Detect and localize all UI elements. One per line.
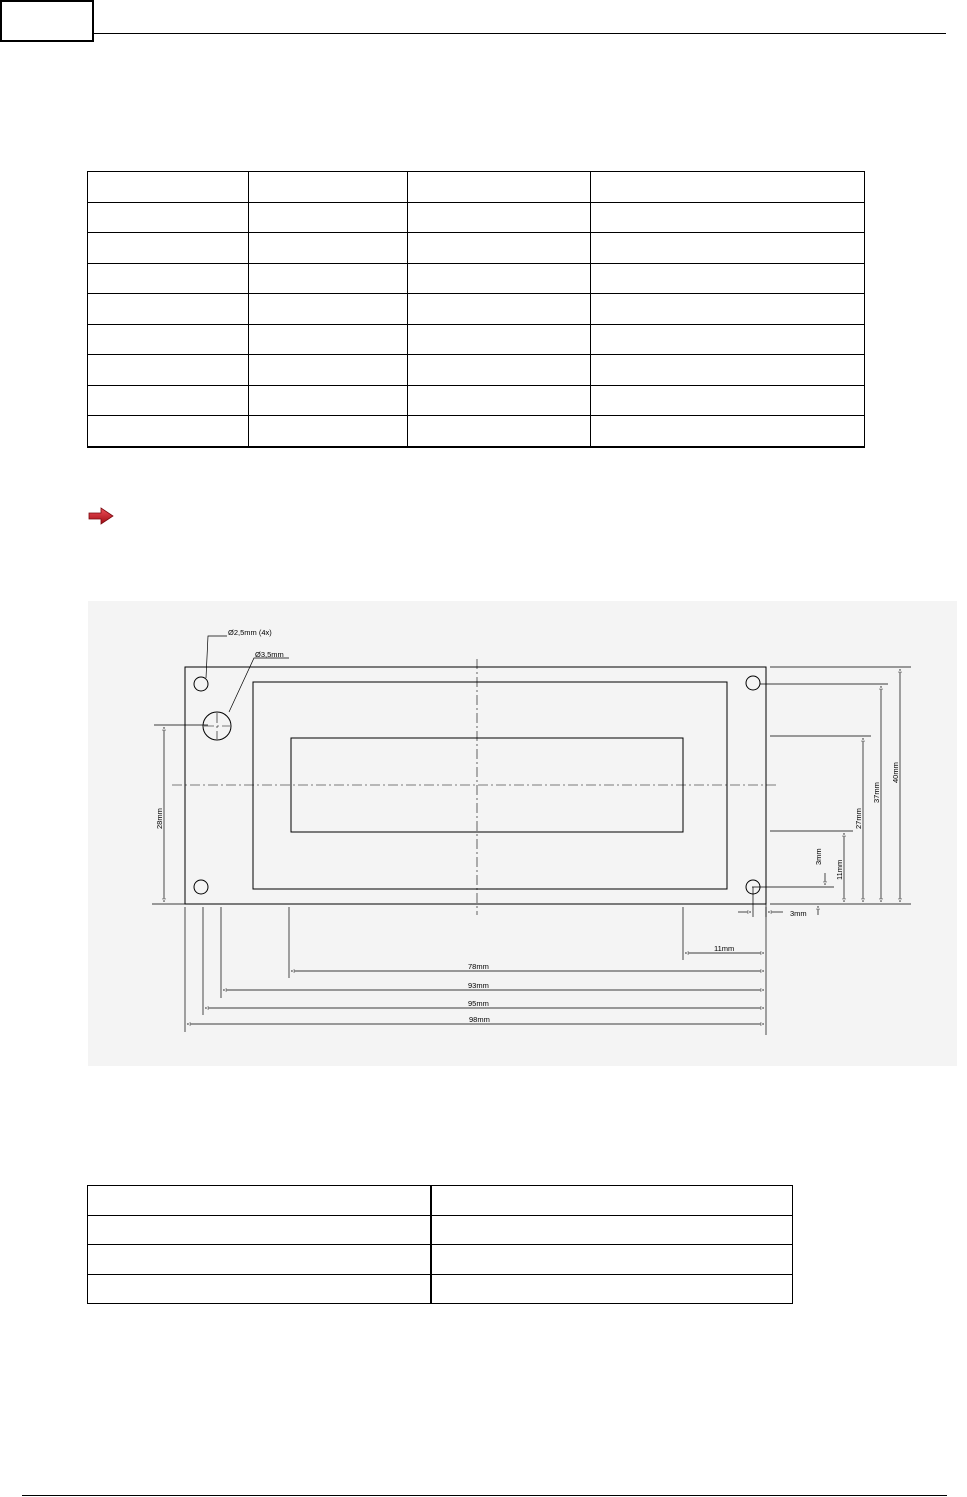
dim-37mm: 37mm (872, 782, 881, 803)
table-cell (431, 1186, 793, 1216)
table-cell (88, 1274, 431, 1304)
table-cell (249, 202, 408, 233)
table-cell (88, 355, 249, 386)
table-cell (88, 202, 249, 233)
top-table (87, 171, 865, 448)
dim-78mm: 78mm (468, 962, 489, 971)
footer-rule (22, 1495, 947, 1496)
dim-95mm: 95mm (468, 999, 489, 1008)
table-cell (408, 416, 591, 447)
table-cell (408, 233, 591, 264)
dim-98mm: 98mm (469, 1015, 490, 1024)
table-cell (249, 324, 408, 355)
table-cell (249, 416, 408, 447)
table-cell (408, 355, 591, 386)
table-cell (431, 1245, 793, 1275)
dim-28mm: 28mm (155, 808, 164, 829)
table-cell (88, 385, 249, 416)
table-cell (408, 263, 591, 294)
table-cell (591, 416, 865, 447)
bottom-table (87, 1185, 793, 1304)
hole-large-label: Ø3,5mm (255, 650, 284, 659)
header-rule (94, 33, 946, 34)
table-cell (591, 263, 865, 294)
table-cell (249, 233, 408, 264)
table-row (88, 1215, 793, 1245)
mount-hole-bottom-left (194, 880, 208, 894)
dim-11mm-bottom: 11mm (714, 944, 735, 953)
table-cell (249, 172, 408, 203)
table-row (88, 263, 865, 294)
table-row (88, 233, 865, 264)
table-cell (88, 294, 249, 325)
table-cell (431, 1215, 793, 1245)
table-cell (249, 355, 408, 386)
table-cell (408, 294, 591, 325)
table-cell (249, 263, 408, 294)
dim-93mm: 93mm (468, 981, 489, 990)
table-cell (408, 324, 591, 355)
table-cell (88, 1245, 431, 1275)
table-cell (431, 1274, 793, 1304)
dimension-drawing (88, 601, 957, 1066)
table-cell (88, 1215, 431, 1245)
table-cell (591, 202, 865, 233)
table-cell (88, 172, 249, 203)
table-row (88, 1245, 793, 1275)
table-cell (249, 385, 408, 416)
table-cell (591, 324, 865, 355)
table-cell (88, 324, 249, 355)
bezel-outline (253, 682, 727, 889)
mount-hole-top-left (194, 677, 208, 691)
table-cell (591, 355, 865, 386)
table-row (88, 202, 865, 233)
table-cell (249, 294, 408, 325)
table-cell (591, 294, 865, 325)
table-cell (408, 202, 591, 233)
table-row (88, 324, 865, 355)
table-cell (88, 1186, 431, 1216)
table-row (88, 355, 865, 386)
board-outline (185, 667, 766, 904)
table-cell (88, 263, 249, 294)
table-cell (591, 172, 865, 203)
page-number-box (0, 0, 94, 42)
dim-3mm-vertical: 3mm (814, 848, 823, 865)
table-cell (408, 385, 591, 416)
dim-27mm: 27mm (854, 808, 863, 829)
table-cell (408, 172, 591, 203)
red-arrow-icon (88, 507, 114, 525)
table-cell (88, 233, 249, 264)
hole-small-label: Ø2,5mm (4x) (228, 628, 272, 637)
table-row (88, 1274, 793, 1304)
dim-40mm: 40mm (891, 762, 900, 783)
table-row (88, 385, 865, 416)
table-row (88, 172, 865, 203)
table-cell (88, 416, 249, 447)
table-cell (591, 233, 865, 264)
table-row (88, 1186, 793, 1216)
lcd-dimension-svg (88, 601, 957, 1066)
table-row (88, 294, 865, 325)
dim-3mm-side: 3mm (790, 909, 807, 918)
table-row (88, 416, 865, 447)
mount-hole-top-right (746, 676, 760, 690)
dim-11mm-vertical: 11mm (835, 859, 844, 880)
table-cell (591, 385, 865, 416)
